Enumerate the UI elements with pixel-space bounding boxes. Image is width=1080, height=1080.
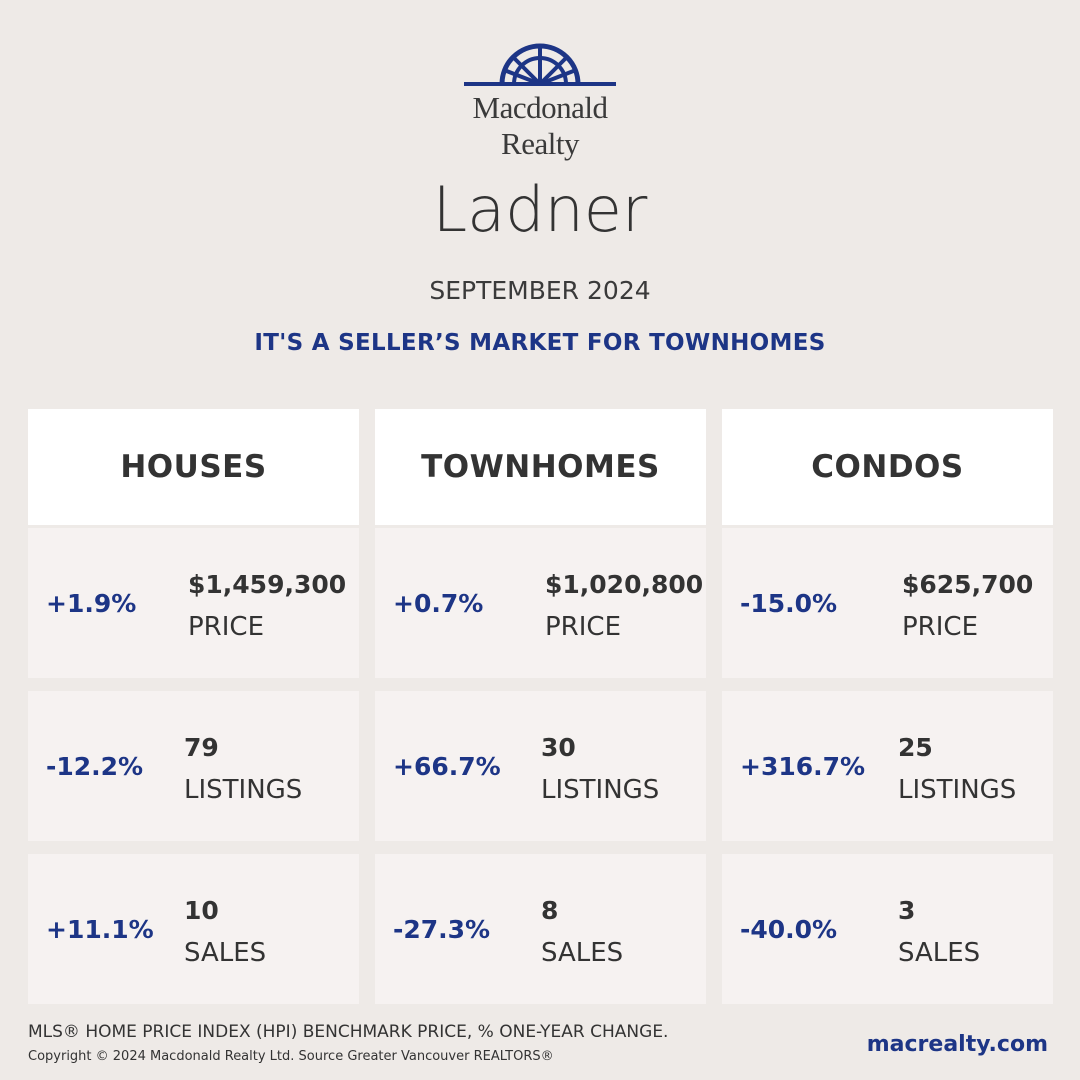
condos-column [722, 409, 1053, 968]
condos-sales-change: -40.0% [740, 914, 838, 944]
condos-listings-value: 25 [898, 733, 933, 762]
townhomes-listings-value: 30 [541, 733, 576, 762]
condos-sales-value: 3 [898, 896, 916, 925]
report-month: SEPTEMBER 2024 [429, 276, 651, 305]
sunburst-logo-icon [462, 40, 618, 90]
copyright-notice: Copyright © 2024 Macdonald Realty Ltd. Source Greater Vancouver REALTORS® [28, 1049, 554, 1064]
houses-sales-label: SALES [184, 938, 267, 968]
townhomes-sales-card [375, 854, 706, 1004]
hpi-footnote: MLS® HOME PRICE INDEX (HPI) BENCHMARK PRICE, % ONE-YEAR CHANGE. [28, 1022, 669, 1042]
townhomes-sales-change: -27.3% [393, 914, 491, 944]
townhomes-sales-label: SALES [541, 938, 624, 968]
townhomes-listings-change: +66.7% [393, 751, 501, 781]
condos-sales-card [722, 854, 1053, 1004]
houses-title: HOUSES [28, 409, 359, 525]
condos-listings-change: +316.7% [740, 751, 866, 781]
townhomes-price-value: $1,020,800 [545, 570, 704, 599]
condos-listings-label: LISTINGS [898, 775, 1017, 805]
condos-price-card [722, 528, 1053, 678]
website-link[interactable]: macrealty.com [866, 1032, 1048, 1057]
townhomes-listings-label: LISTINGS [541, 775, 660, 805]
condos-price-change: -15.0% [740, 588, 838, 618]
townhomes-price-change: +0.7% [393, 588, 484, 618]
houses-listings-label: LISTINGS [184, 775, 303, 805]
houses-column [28, 409, 359, 968]
condos-listings-card [722, 691, 1053, 841]
houses-sales-value: 10 [184, 896, 219, 925]
townhomes-column [375, 409, 706, 968]
brand-name-line2: Realty [501, 126, 579, 161]
houses-price-change: +1.9% [46, 588, 137, 618]
market-headline: IT'S A SELLER’S MARKET FOR TOWNHOMES [254, 330, 826, 356]
condos-title: CONDOS [722, 409, 1053, 525]
condos-sales-label: SALES [898, 938, 981, 968]
city-title: Ladner [432, 173, 648, 246]
townhomes-price-card [375, 528, 706, 678]
houses-price-label: PRICE [188, 612, 264, 642]
houses-listings-card [28, 691, 359, 841]
townhomes-sales-value: 8 [541, 896, 559, 925]
brand-name-line1: Macdonald [472, 90, 608, 125]
houses-listings-value: 79 [184, 733, 219, 762]
houses-sales-card [28, 854, 359, 1004]
townhomes-listings-card [375, 691, 706, 841]
condos-price-label: PRICE [902, 612, 978, 642]
brand-logo [0, 40, 1080, 162]
houses-price-value: $1,459,300 [188, 570, 347, 599]
townhomes-price-label: PRICE [545, 612, 621, 642]
condos-price-value: $625,700 [902, 570, 1034, 599]
townhomes-title: TOWNHOMES [375, 409, 706, 525]
houses-price-card [28, 528, 359, 678]
houses-listings-change: -12.2% [46, 751, 144, 781]
houses-sales-change: +11.1% [46, 914, 154, 944]
